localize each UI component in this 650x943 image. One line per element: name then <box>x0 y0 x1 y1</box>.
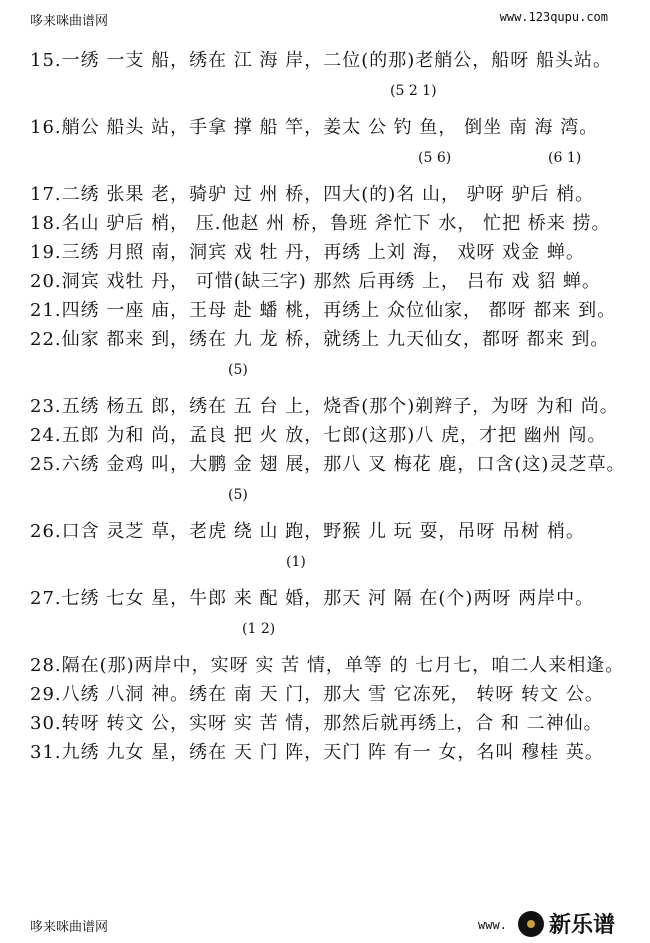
lyric-line-29: 29.八绣 八洞 神。绣在 南 天 门，那大 雪 它冻死， 转呀 转文 公。 <box>30 684 604 705</box>
jianpu-notation: (1 2) <box>242 621 276 637</box>
brand-logo <box>518 908 615 939</box>
site-name: 哆来咪曲谱网 <box>30 14 109 29</box>
notation-row <box>30 142 642 180</box>
jianpu-notation: (6 1) <box>548 150 582 166</box>
lyric-line-25: 25.六绣 金鸡 叫，大鹏 金 翅 展，那八 叉 梅花 鹿，口含(这)灵芝草。 <box>30 454 626 475</box>
lyric-line-22: 22.仙家 都来 到，绣在 九 龙 桥，就绣上 九天仙女，都呀 都来 到。 <box>30 329 610 350</box>
jianpu-notation: (5) <box>228 362 248 378</box>
notation-row <box>30 354 642 392</box>
lyric-line-31: 31.九绣 九女 星，绣在 天 门 阵，天门 阵 有一 女，名叫 穆桂 英。 <box>30 742 604 763</box>
footer-url[interactable]: www. <box>478 918 507 932</box>
notation-row <box>30 479 642 517</box>
jianpu-notation: (5) <box>228 487 248 503</box>
lyric-line-19: 19.三绣 月照 南，洞宾 戏 牡 丹，再绣 上刘 海， 戏呀 戏金 蝉。 <box>30 242 585 263</box>
lyric-line-27: 27.七绣 七女 星，牛郎 来 配 婚，那天 河 隔 在(个)两呀 两岸中。 <box>30 588 595 609</box>
notation-row <box>30 613 642 651</box>
lyric-line-21: 21.四绣 一座 庙，王母 赴 蟠 桃，再绣上 众位仙家， 都呀 都来 到。 <box>30 300 617 321</box>
lyric-line-17: 17.二绣 张果 老，骑驴 过 州 桥，四大(的)名 山， 驴呀 驴后 梢。 <box>30 184 595 205</box>
jianpu-notation: (5 6) <box>418 150 452 166</box>
notation-row <box>30 546 642 584</box>
lyric-line-28: 28.隔在(那)两岸中，实呀 实 苦 情，单等 的 七月七，咱二人来相逢。 <box>30 655 625 676</box>
lyric-line-24: 24.五郎 为和 尚，孟良 把 火 放，七郎(这那)八 虎，才把 幽州 闯。 <box>30 425 607 446</box>
jianpu-notation: (1) <box>286 554 306 570</box>
notation-row <box>30 75 642 113</box>
lyrics-body <box>30 46 642 767</box>
footer-site-name: 哆来咪曲谱网 <box>30 920 109 935</box>
lyric-line-20: 20.洞宾 戏牡 丹， 可惜(缺三字) 那然 后再绣 上， 吕布 戏 貂 蝉。 <box>30 271 601 292</box>
record-disc-icon <box>518 911 544 937</box>
lyric-line-30: 30.转呀 转文 公，实呀 实 苦 情，那然后就再绣上，合 和 二神仙。 <box>30 713 603 734</box>
page-footer <box>30 906 640 938</box>
lyric-line-16: 16.艄公 船头 站，手拿 撑 船 竿，姜太 公 钓 鱼， 倒坐 南 海 湾。 <box>30 117 599 138</box>
lyric-line-18: 18.名山 驴后 梢， 压.他赵 州 桥，鲁班 斧忙下 水， 忙把 桥来 捞。 <box>30 213 611 234</box>
lyric-line-15: 15.一绣 一支 船，绣在 江 海 岸，二位(的那)老艄公，船呀 船头站。 <box>30 50 612 71</box>
lyric-line-23: 23.五绣 杨五 郎，绣在 五 台 上，烧香(那个)剃辫子，为呀 为和 尚。 <box>30 396 619 417</box>
site-url[interactable]: www.123qupu.com <box>499 10 608 24</box>
lyric-line-26: 26.口含 灵芝 草，老虎 绕 山 跑，野猴 儿 玩 耍，吊呀 吊树 梢。 <box>30 521 585 542</box>
brand-name: 新乐谱 <box>549 913 616 938</box>
jianpu-notation: (5 2 1) <box>390 83 437 99</box>
page-header <box>30 6 620 28</box>
